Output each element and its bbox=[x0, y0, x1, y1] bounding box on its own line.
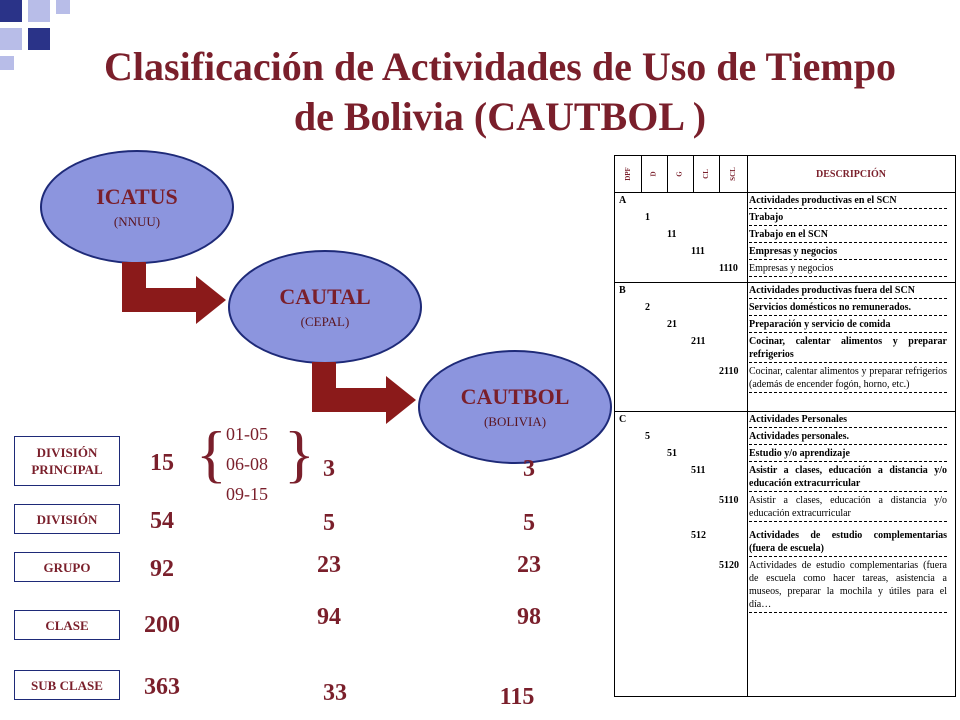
section-separator bbox=[615, 282, 955, 283]
cautal-count-sub-clase: 33 bbox=[323, 680, 347, 706]
row-description: Trabajo en el SCN bbox=[749, 228, 947, 243]
row-description: Empresas y negocios bbox=[749, 245, 947, 260]
header-scl: SCL bbox=[719, 156, 748, 192]
row-description: Trabajo bbox=[749, 211, 947, 226]
table-row bbox=[615, 494, 955, 523]
table-row bbox=[615, 284, 955, 300]
table-row bbox=[615, 301, 955, 317]
table-row bbox=[615, 318, 955, 334]
level-label-division: DIVISIÓN bbox=[14, 504, 120, 534]
header-g: G bbox=[667, 156, 694, 192]
row-description: Servicios domésticos no remunerados. bbox=[749, 301, 947, 316]
row-description: Asistir a clases, educación a distancia y/o educación extracurricular bbox=[749, 494, 947, 522]
row-description: Empresas y negocios bbox=[749, 262, 947, 277]
row-code: 51 bbox=[667, 448, 677, 459]
row-description: Actividades de estudio complementarias (fuera de escuela como hacer tareas, asistencia a museos, preparar la mochila y útiles para el día… bbox=[749, 559, 947, 613]
row-code: A bbox=[619, 195, 627, 206]
table-header bbox=[615, 156, 955, 193]
cautal-count-grupo: 23 bbox=[317, 552, 341, 578]
row-code: 5120 bbox=[719, 560, 739, 571]
table-row bbox=[615, 365, 955, 407]
row-description: Estudio y/o aprendizaje bbox=[749, 447, 947, 462]
row-code: 1 bbox=[645, 212, 650, 223]
table-row bbox=[615, 430, 955, 446]
icatus-count-grupo: 92 bbox=[150, 556, 174, 582]
cautal-sub: (CEPAL) bbox=[300, 314, 350, 329]
arrow-icatus-to-cautal bbox=[122, 262, 226, 324]
right-brace: } bbox=[284, 418, 315, 489]
table-row bbox=[615, 335, 955, 364]
row-description: Cocinar, calentar alimentos y preparar refrigerios bbox=[749, 335, 947, 363]
cautbol-sub: (BOLIVIA) bbox=[483, 414, 547, 429]
icatus-count-division: 54 bbox=[150, 508, 174, 534]
cautbol-count-clase: 98 bbox=[517, 604, 541, 630]
table-row bbox=[615, 228, 955, 244]
icatus-count-division-principal: 15 bbox=[150, 450, 174, 476]
row-description: Actividades productivas fuera del SCN bbox=[749, 284, 947, 299]
row-code: C bbox=[619, 414, 627, 425]
icatus-sub: (NNUU) bbox=[113, 214, 161, 229]
cautal-count-division: 5 bbox=[323, 510, 335, 536]
cautbol-count-grupo: 23 bbox=[517, 552, 541, 578]
row-description: Cocinar, calentar alimentos y preparar refrigerios (además de encender fogón, horno, etc.) bbox=[749, 365, 947, 393]
title-line-2: de Bolivia (CAUTBOL ) bbox=[293, 94, 707, 139]
cautbol-count-division: 5 bbox=[523, 510, 535, 536]
cautbol-count-division-principal: 3 bbox=[523, 456, 535, 482]
range-3: 09-15 bbox=[226, 484, 268, 504]
row-description: Actividades de estudio complementarias (fuera de escuela) bbox=[749, 529, 947, 557]
table-row bbox=[615, 211, 955, 227]
header-descripcion: DESCRIPCIÓN bbox=[815, 168, 886, 180]
level-label-grupo: GRUPO bbox=[14, 552, 120, 582]
left-brace: { bbox=[196, 418, 227, 489]
table-row bbox=[615, 413, 955, 429]
table-row bbox=[615, 529, 955, 558]
row-description: Preparación y servicio de comida bbox=[749, 318, 947, 333]
row-code: 11 bbox=[667, 229, 677, 240]
row-description: Actividades Personales bbox=[749, 413, 947, 428]
cautbol-count-sub-clase: 115 bbox=[499, 684, 535, 710]
row-code: B bbox=[619, 285, 626, 296]
level-label-sub-clase: SUB CLASE bbox=[14, 670, 120, 700]
table-row bbox=[615, 194, 955, 210]
row-code: 1110 bbox=[719, 263, 738, 274]
row-code: 111 bbox=[691, 246, 705, 257]
header-d: D bbox=[641, 156, 668, 192]
icatus-name: ICATUS bbox=[96, 184, 178, 209]
header-dpf: DPF bbox=[615, 156, 642, 192]
section-separator bbox=[615, 411, 955, 412]
row-code: 511 bbox=[691, 465, 706, 476]
row-code: 512 bbox=[691, 530, 706, 541]
table-row bbox=[615, 559, 955, 614]
icatus-count-sub-clase: 363 bbox=[144, 674, 180, 700]
range-1: 01-05 bbox=[226, 424, 268, 444]
cautal-count-division-principal: 3 bbox=[323, 456, 335, 482]
icatus-count-clase: 200 bbox=[144, 612, 180, 638]
row-code: 21 bbox=[667, 319, 677, 330]
title-line-1: Clasificación de Actividades de Uso de Tiempo bbox=[104, 44, 896, 89]
table-row bbox=[615, 464, 955, 493]
row-description: Actividades personales. bbox=[749, 430, 947, 445]
arrow-cautal-to-cautbol bbox=[312, 362, 416, 424]
header-cl: CL bbox=[693, 156, 720, 192]
row-code: 5110 bbox=[719, 495, 739, 506]
table-row bbox=[615, 245, 955, 261]
table-row bbox=[615, 262, 955, 278]
row-code: 5 bbox=[645, 431, 650, 442]
table-row bbox=[615, 447, 955, 463]
level-label-clase: CLASE bbox=[14, 610, 120, 640]
level-label-division-principal: DIVISIÓN PRINCIPAL bbox=[14, 436, 120, 486]
row-description: Asistir a clases, educación a distancia y/o educación extracurricular bbox=[749, 464, 947, 492]
row-description: Actividades productivas en el SCN bbox=[749, 194, 947, 209]
cautal-count-clase: 94 bbox=[317, 604, 341, 630]
row-code: 2 bbox=[645, 302, 650, 313]
row-code: 2110 bbox=[719, 366, 739, 377]
classification-table bbox=[614, 155, 956, 697]
range-2: 06-08 bbox=[226, 454, 268, 474]
row-code: 211 bbox=[691, 336, 706, 347]
cautal-name: CAUTAL bbox=[279, 284, 371, 309]
cautbol-name: CAUTBOL bbox=[460, 384, 570, 409]
